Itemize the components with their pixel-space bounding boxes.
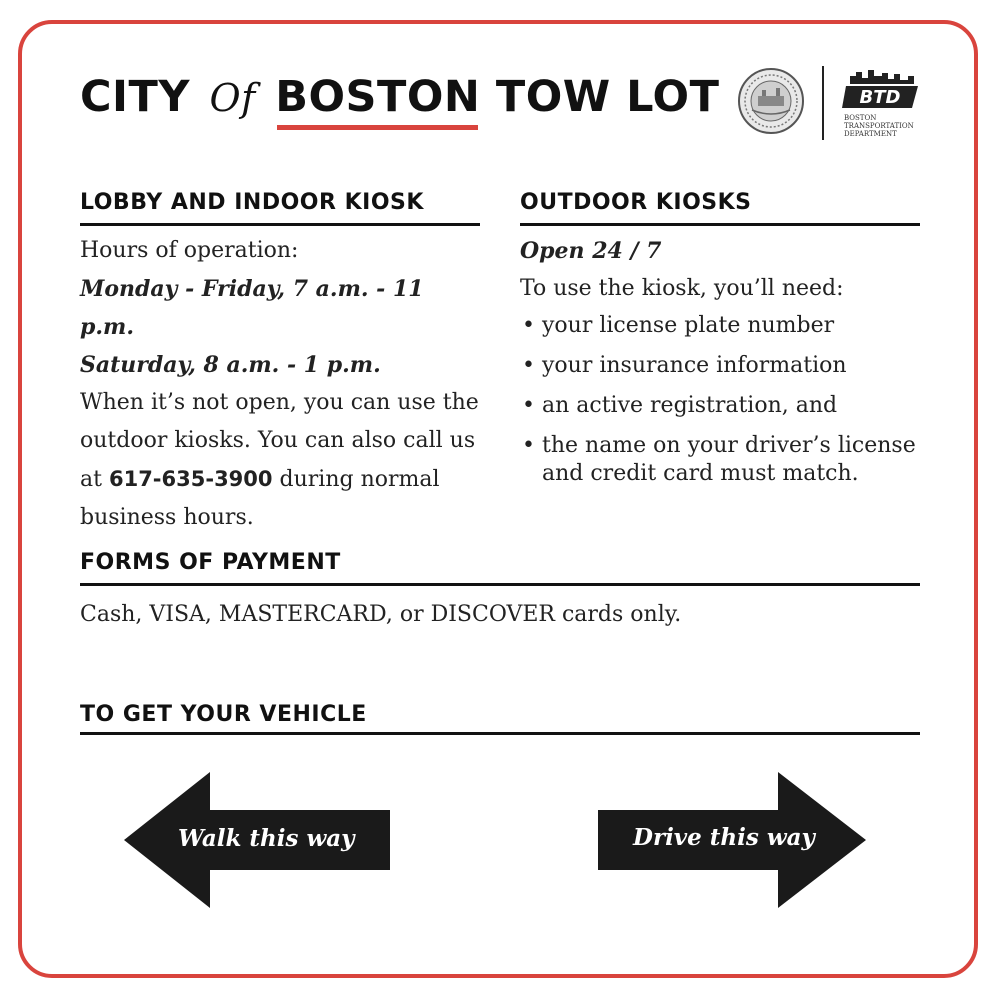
info-after-phone: during normal business hours. [80,467,440,530]
walk-label: Walk this way [178,825,355,852]
payment-heading: FORMS OF PAYMENT [80,550,341,575]
btd-text: BTD [859,87,901,108]
outdoor-heading: OUTDOOR KIOSKS [520,190,752,215]
lobby-body [80,232,480,537]
lobby-heading: LOBBY AND INDOOR KIOSK [80,190,424,215]
list-item: • an active registration, and [520,392,920,420]
outdoor-body [520,232,920,488]
requirements-list [520,312,920,488]
drive-label: Drive this way [633,824,815,851]
title-rest: TOW LOT [495,72,720,122]
list-item: • your license plate number [520,312,920,340]
outdoor-rule [520,223,920,226]
btd-logo-icon [842,70,922,140]
phone-number: 617-635-3900 [108,467,273,491]
need-label: To use the kiosk, you’ll need: [520,276,844,301]
payment-text: Cash, VISA, MASTERCARD, or DISCOVER cards only. [80,602,682,627]
city-seal-icon [738,68,804,134]
lobby-rule [80,223,480,226]
btd-sub1: BOSTON [844,114,877,122]
list-item: • your insurance information [520,352,920,380]
page-title [80,72,719,122]
info-before-phone: When it’s not open, you can use the outdoor kiosks. You can also call us at [80,390,479,492]
weekday-hours: Monday - Friday, 7 a.m. - 11 p.m. [80,276,424,340]
title-of: Of [209,76,256,120]
btd-sub2: TRANSPORTATION [844,122,914,130]
title-boston: BOSTON [275,72,481,122]
btd-sub3: DEPARTMENT [844,130,897,138]
payment-section [80,550,920,634]
saturday-hours: Saturday, 8 a.m. - 1 p.m. [80,352,381,378]
open-hours: Open 24 / 7 [520,238,662,264]
outdoor-section [520,190,920,500]
title-city: CITY [80,72,191,122]
lobby-section [80,190,480,537]
list-item: • the name on your driver’s license and credit card must match. [520,432,920,488]
vehicle-rule [80,732,920,735]
logo-divider [822,66,824,140]
vehicle-section [80,702,920,735]
vehicle-heading: TO GET YOUR VEHICLE [80,702,367,727]
hours-label: Hours of operation: [80,238,299,263]
payment-rule [80,583,920,586]
lobby-info [80,384,480,537]
